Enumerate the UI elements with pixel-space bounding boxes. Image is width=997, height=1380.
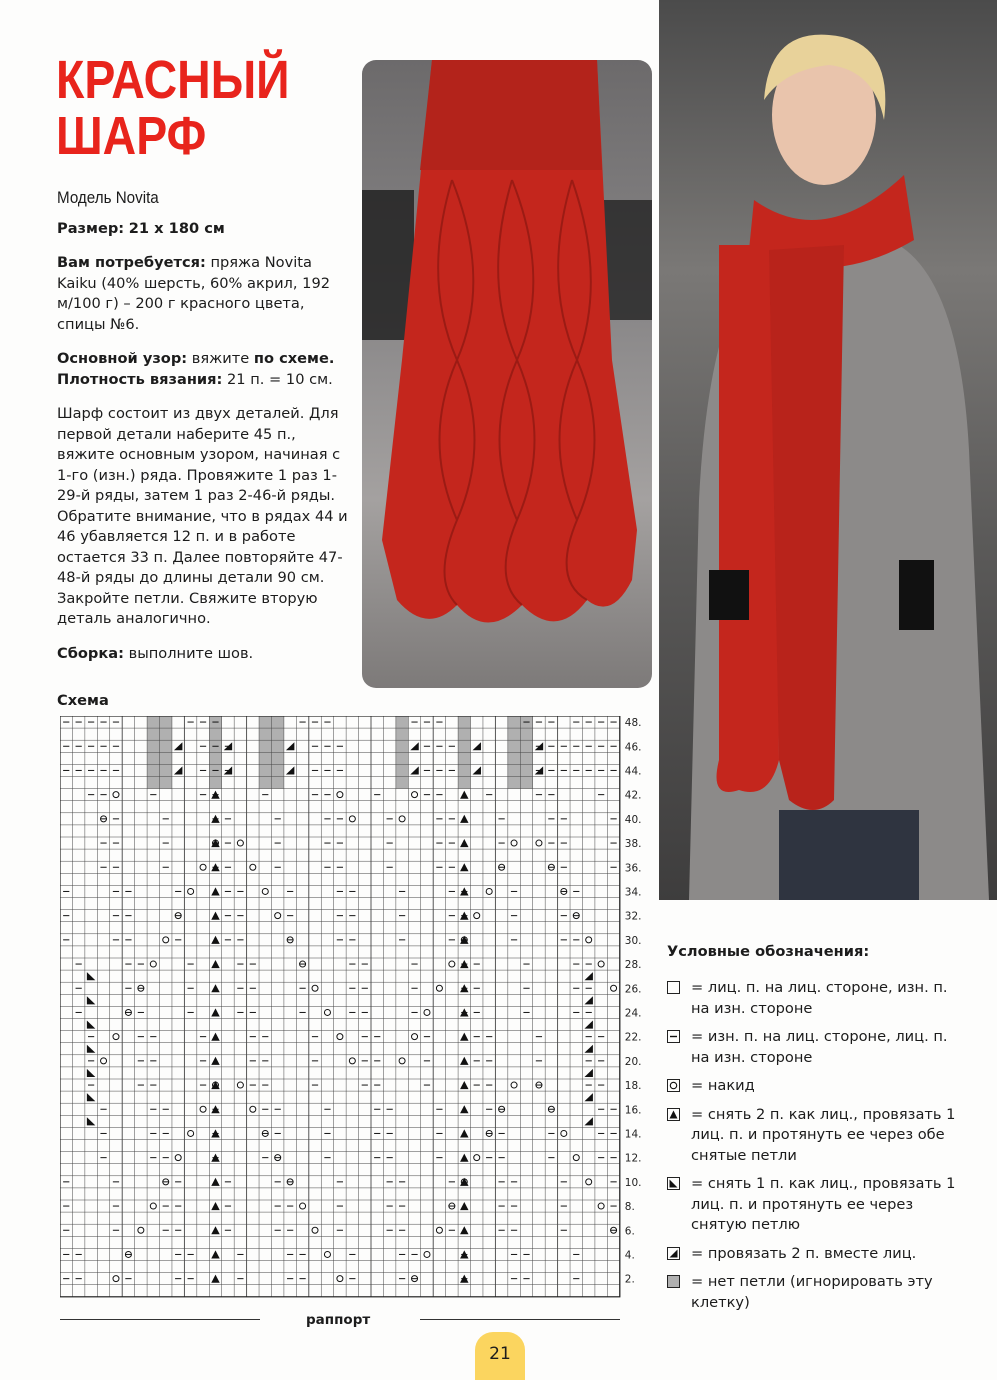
legend-text: = накид	[691, 1077, 755, 1094]
legend-text: = изн. п. на лиц. стороне, лиц. п. на изн. стороне	[691, 1028, 948, 1066]
chart-row-label: 48.	[624, 717, 642, 730]
size-label: Размер:	[57, 219, 125, 237]
left-triangle-square-icon	[667, 1177, 680, 1190]
legend-text: = лиц. п. на лиц. стороне, изн. п. на изн. стороне	[691, 979, 948, 1017]
article-text	[57, 188, 349, 678]
chart-row-label: 22.	[624, 1031, 642, 1044]
pattern-paragraph	[57, 349, 349, 390]
woman-wearing-scarf-photo	[659, 0, 997, 900]
scarf-closeup-photo	[362, 60, 652, 688]
rapport-line-left	[60, 1319, 260, 1320]
gauge-label: Плотность вязания:	[57, 370, 223, 388]
legend-text: = снять 2 п. как лиц., провязать 1 лиц. п. и протянуть ее через обе снятые петли	[691, 1105, 956, 1164]
dash-square-icon	[667, 1030, 680, 1043]
chart-row-label: 20.	[624, 1055, 642, 1068]
chart-row-label: 32.	[624, 910, 642, 923]
legend-item	[667, 1174, 967, 1236]
legend-item	[667, 1076, 967, 1097]
pattern-value-bold: по схеме.	[253, 350, 335, 367]
chart-row-label: 24.	[624, 1007, 642, 1020]
gray-square-icon	[667, 1275, 680, 1288]
chart-row-label: 36.	[624, 862, 642, 875]
chart-row-label: 16.	[624, 1104, 642, 1117]
materials-value: пряжа Novita Kaiku (40% шерсть, 60% акрил, 192 м/100 г) – 200 г красного цвета, спицы №6.	[57, 254, 331, 333]
legend-item	[667, 1105, 967, 1167]
triangle-square-icon	[667, 1108, 680, 1121]
model-credit: Модель Novita	[57, 189, 159, 207]
legend-item	[667, 1244, 967, 1265]
chart-row-label: 6.	[624, 1225, 635, 1238]
schema-label: Схема	[57, 692, 109, 709]
right-triangle-square-icon	[667, 1247, 680, 1260]
legend-text: = снять 1 п. как лиц., провязать 1 лиц. п. и протянуть ее через снятую петлю	[691, 1175, 956, 1233]
woman-illustration	[659, 0, 997, 900]
chart-row-label: 4.	[624, 1249, 635, 1262]
chart-row-label: 14.	[624, 1128, 642, 1141]
title-line-2: ШАРФ	[56, 106, 207, 166]
gauge-value: 21 п. = 10 см.	[227, 370, 333, 388]
knitting-chart	[60, 716, 650, 1311]
rapport-indicator	[60, 1308, 620, 1332]
legend	[667, 978, 967, 1321]
chart-row-label: 34.	[624, 886, 642, 899]
chart-row-label: 8.	[624, 1201, 635, 1214]
chart-row-label: 44.	[624, 765, 642, 778]
materials-label: Вам потребуется:	[57, 254, 206, 271]
chart-row-label: 12.	[624, 1152, 642, 1165]
instructions-paragraph: Шарф состоит из двух деталей. Для первой детали наберите 45 п., вяжите основным узором, начиная с 1-го (изн.) ряда. Провяжите 1 раз 1-29-й ряды, затем 1 раз 2-46-й ряды. Обратите внимание, что в рядах 44 и 46 убавляется 12 п. и в работе остается 33 п. Далее повторяйте 47-48-й ряды до длины детали 90 см. Закройте петли. Свяжите вторую деталь аналогично.	[57, 405, 348, 627]
pattern-value-prefix: вяжите	[191, 350, 250, 367]
title-line-1: КРАСНЫЙ	[56, 50, 290, 110]
circle-square-icon	[667, 1079, 680, 1092]
chart-row-label: 46.	[624, 741, 642, 754]
legend-text: = нет петли (игнорировать эту клетку)	[691, 1273, 933, 1311]
chart-row-label: 40.	[624, 813, 642, 826]
chart-row-label: 10.	[624, 1176, 642, 1189]
chart-row-label: 42.	[624, 789, 642, 802]
chart-row-label: 30.	[624, 934, 642, 947]
pattern-label: Основной узор:	[57, 350, 188, 367]
chart-row-label: 28.	[624, 959, 642, 972]
chart-row-label: 2.	[624, 1273, 635, 1286]
chart-row-label: 26.	[624, 983, 642, 996]
chart-row-label: 18.	[624, 1080, 642, 1093]
materials-paragraph	[57, 253, 349, 335]
assembly-value: выполните шов.	[128, 644, 254, 662]
legend-item	[667, 978, 967, 1019]
scarf-closeup-illustration	[362, 60, 652, 688]
article-title	[56, 52, 290, 164]
rapport-line-right	[420, 1319, 620, 1320]
size-line	[57, 219, 349, 240]
assembly-label: Сборка:	[57, 644, 124, 662]
assembly-paragraph	[57, 644, 349, 665]
legend-title: Условные обозначения:	[667, 943, 870, 960]
size-value: 21 х 180 см	[128, 219, 225, 237]
empty-square-icon	[667, 981, 680, 994]
chart-row-label: 38.	[624, 838, 642, 851]
rapport-label: раппорт	[306, 1312, 371, 1328]
page-number: 21	[475, 1332, 525, 1380]
legend-item	[667, 1027, 967, 1068]
legend-item	[667, 1272, 967, 1313]
legend-text: = провязать 2 п. вместе лиц.	[691, 1244, 917, 1262]
